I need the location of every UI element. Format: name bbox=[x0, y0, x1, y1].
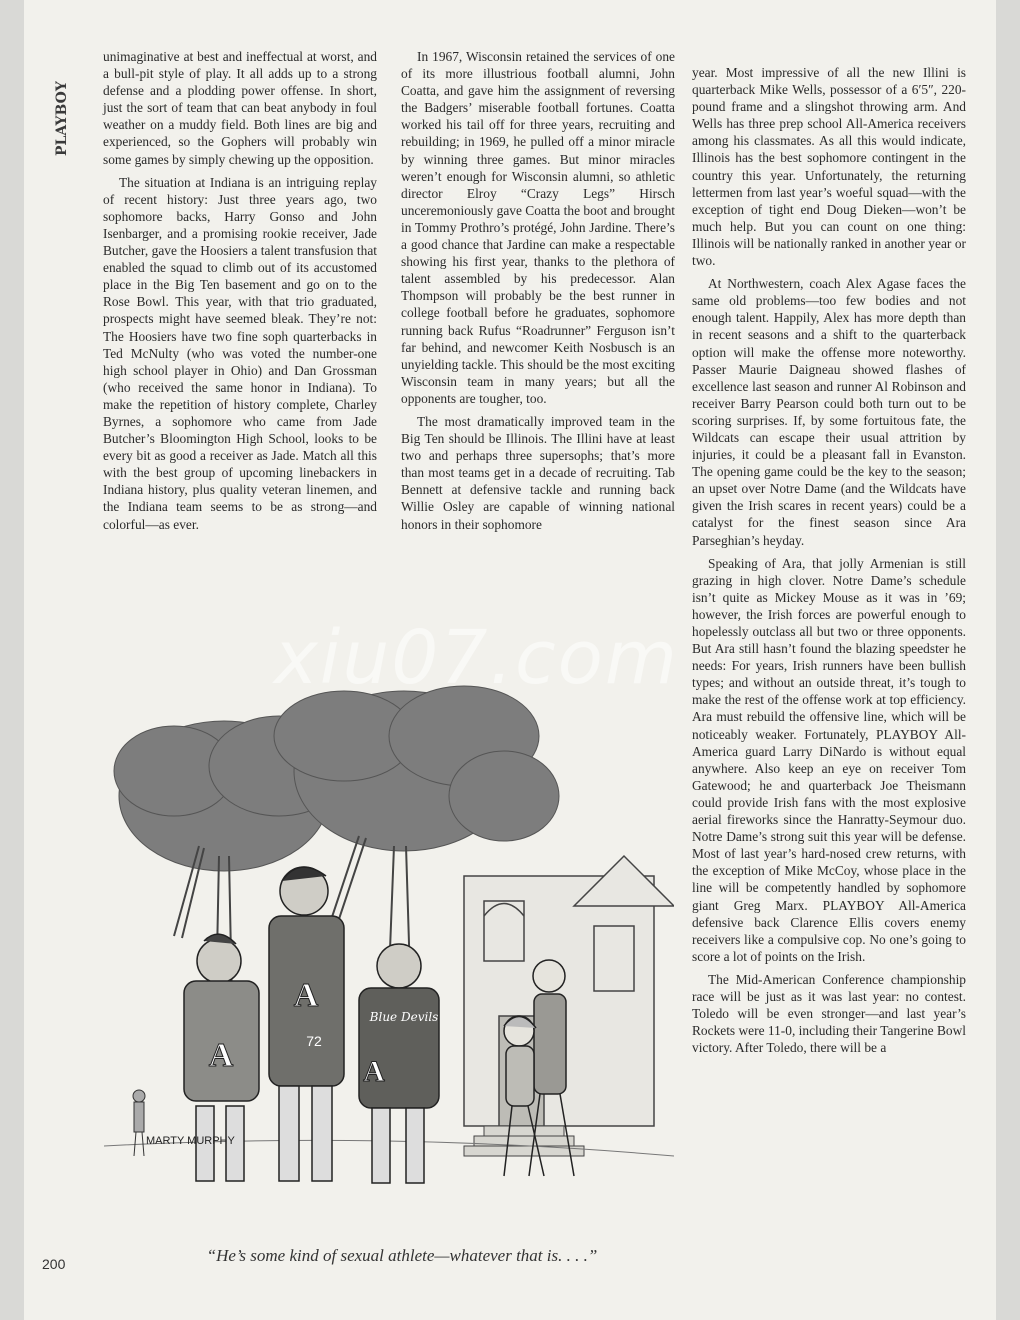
paragraph: Speaking of Ara, that jolly Armenian is still grazing in high clover. Notre Dame’s schedule isn’t quite as Mickey Mouse as it was in ’69; however, the Irish forces are powerful enough to hopelessly outclass all but two or three opponents. But Ara still hasn’t found the blazing speedster he needs: For years, Irish runners have been bullish types; and without an outside threat, it’s tough to make the rest of the offense work at top efficiency. Ara must rebuild the offensive line, which will be noticeably weaker. Fortunately, PLAYBOY All-America guard Larry DiNardo is without equal anywhere. Also keep an eye on receiver Tom Gatewood; he and quarterback Joe Theismann could provide Irish fans with the most explosive aerial fireworks since the Hanratty-Seymour duo. Notre Dame’s strong suit this year will be defense. Most of last year’s hard-nosed crew returns, with the exception of Mike McCoy, whose place in the line will be competently handled by sophomore giant Greg Marx. PLAYBOY All-America defensive back Clarence Ellis covers enemy receivers like a compulsive cop. No one’s going to score a lot of points on the Irish. bbox=[692, 555, 966, 964]
jacket-letter: A bbox=[363, 1055, 385, 1088]
paragraph: At Northwestern, coach Alex Agase faces the same old problems—too few bodies and not enough talent. Happily, Alex has more depth than in recent seasons and a shift to the quarterback option will make the offense more noteworthy. Passer Maurie Daigneau showed flashes of excellence last season and runner Al Robinson and receiver Barry Pearson could both turn out to be scoring surprises. If, by some fortuitous fate, the Wildcats can escape their usual attrition by injuries, it could be a pleasant fall in Evanston. The opening game could be the key to the season; an upset over Notre Dame (and the Wildcats have given the Irish scares in recent years) could be a catalyst for the finest season since Ara Parseghian’s heyday. bbox=[692, 276, 966, 548]
paragraph: The situation at Indiana is an intriguing replay of recent history: Just three years ago, two sophomore backs, Harry Gonso and John Isenbarger, and a promising rookie receiver, Jade Butcher, gave the Hoosiers a talent transfusion that enabled the squad to climb out of its accustomed place in the Big Ten basement and go on to the Rose Bowl. This year, with that trio graduated, prospects might have seemed bleak. They’re not: The Hoosiers have two fine soph quarterbacks in Ted McNulty (who was voted the number-one high school player in Ohio) and Dan Grossman (who received the same honor in Indiana). To make the repetition of history complete, Charley Byrnes, a sophomore who came from Jade Butcher’s Bloomington High School, looks to be every bit as good a receiver as Jade. Match all this with the best group of upcoming linebackers in Indiana history, plus quality veteran linemen, and the Indiana team seems to be as strong—and colorful—as ever. bbox=[103, 174, 377, 532]
cartoon-illustration bbox=[104, 676, 674, 1236]
watermark: xiu07.com bbox=[274, 615, 679, 701]
page-number: 200 bbox=[42, 1256, 66, 1272]
paragraph: In 1967, Wisconsin retained the services of one of its more illustrious football alumni, John Coatta, and gave him the assignment of reversing the Badgers’ miserable football fortunes. Coatta worked his tail off for three years, recruiting and rebuilding; in 1969, he pulled off a minor miracle by winning three games. But minor miracles weren’t enough for Wisconsin alumni, so athletic director Elroy “Crazy Legs” Hirsch unceremoniously gave Coatta the boot and brought in Tommy Prothro’s protégé, John Jardine. There’s a good chance that Jardine can make a respectable showing his first year, thanks to the plethora of talent assembled by his predecessor. Alan Thompson will probably be the best runner in college football before he graduates, sophomore running back Rufus “Roadrunner” Ferguson isn’t far behind, and newcomer Keith Nosbusch is an unyielding tackle. This should be the most exciting Wisconsin team in many years; but all the opponents are tougher, too. bbox=[401, 49, 675, 406]
paragraph: year. Most impressive of all the new Illini is quarterback Mike Wells, possessor of a 6′5″, 220-pound frame and a slingshot throwing arm. And Wells has three prep school All-America receivers among his classmates. As all this would indicate, Illinois has the best sophomore contingent in the country this year. Unfortunately, the returning lettermen from last year’s woeful squad—with the exception of tight end Doug Dieken—won’t be much help. But you can count on one thing: Illinois will be nationally ranked in another year or two. bbox=[692, 65, 966, 269]
paragraph: The most dramatically improved team in the Big Ten should be Illinois. The Illini have at least two and perhaps three supersophs; that’s more than most teams get in a decade of recruiting. Tab Bennett at defensive tackle and running back Willie Osley are capable of winning national honors in their sophomore bbox=[401, 413, 675, 532]
text-column-2 bbox=[401, 48, 675, 539]
building bbox=[464, 856, 674, 1126]
artist-signature bbox=[146, 1135, 235, 1147]
tree-foliage bbox=[114, 686, 559, 871]
jacket-letter: A bbox=[208, 1037, 234, 1074]
jacket-letter: A bbox=[293, 977, 319, 1014]
signature-text: MARTY MURPHY bbox=[146, 1135, 235, 1147]
background-figure bbox=[133, 1090, 145, 1156]
text-column-3 bbox=[692, 64, 966, 1062]
jacket-script: Blue Devils bbox=[369, 1010, 439, 1024]
paragraph: unimaginative at best and ineffectual at worst, and a bull-pit style of play. It all adds up to a strong defense and a plodding power offense. In short, just the sort of team that can beat anybody in foul weather on a muddy field. Both lines are big and experienced, so the Gophers will probably win some games by simply chewing up the opposition. bbox=[103, 49, 377, 167]
cartoon-caption: “He’s some kind of sexual athlete—whatever that is. . . .” bbox=[206, 1246, 598, 1265]
magazine-page bbox=[24, 0, 996, 1320]
running-head: PLAYBOY bbox=[54, 81, 70, 157]
jacket-number: 72 bbox=[306, 1033, 322, 1049]
paragraph: The Mid-American Conference championship race will be just as it was last year: no contest. Toledo will be even stronger—and last year’s Rockets were 11-0, including their Tangerine Bowl victory. After Toledo, there will be a bbox=[692, 971, 966, 1056]
text-column-1 bbox=[103, 48, 377, 539]
